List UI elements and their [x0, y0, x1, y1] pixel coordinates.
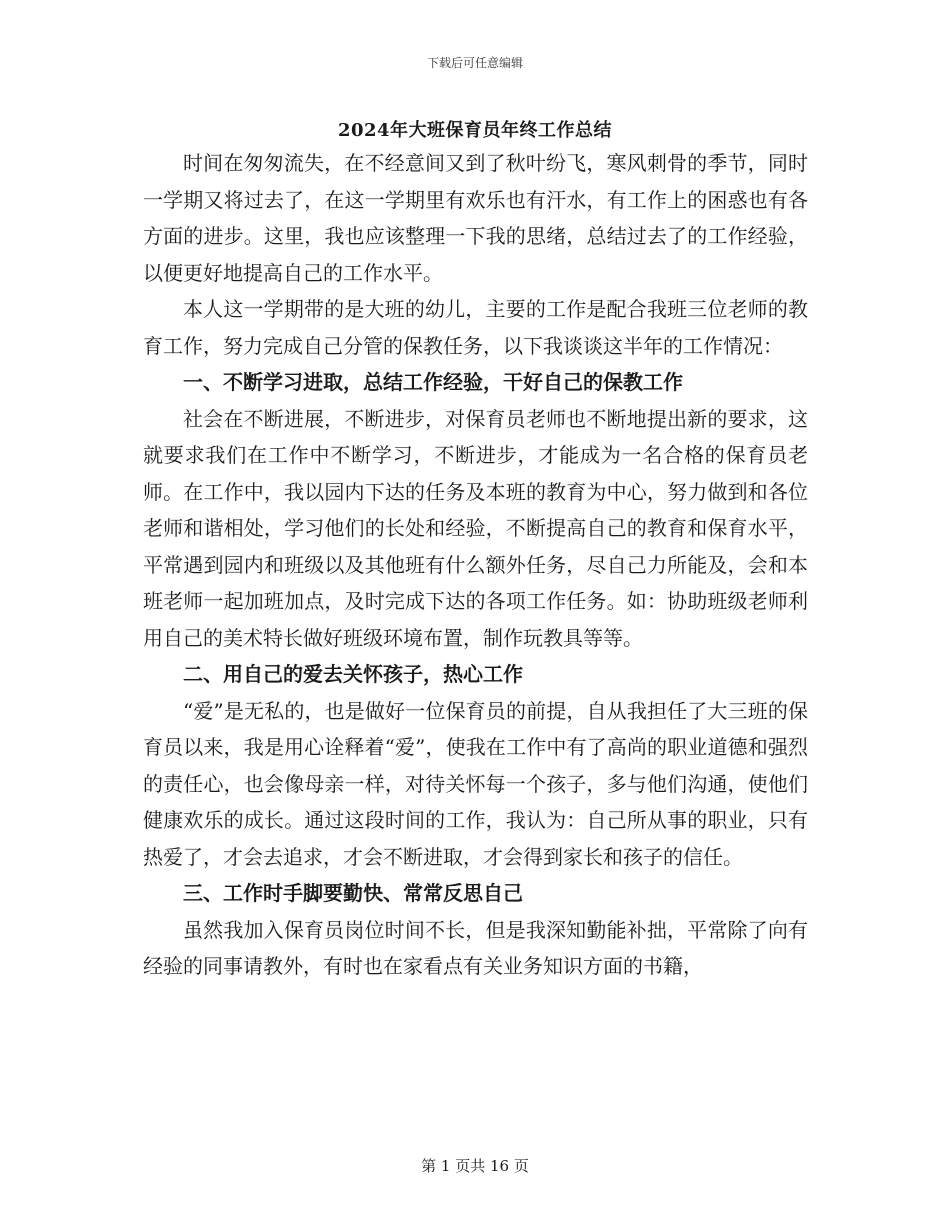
section-heading-1: 一、不断学习进取，总结工作经验，干好自己的保教工作 [183, 370, 683, 394]
paragraph-section-2: “爱”是无私的，也是做好一位保育员的前提，自从我担任了大三班的保育员以来，我是用心诠释着“爱”，使我在工作中有了高尚的职业道德和强烈的责任心，也会像母亲一样，对待关怀每一个孩子，多与他们沟通，使他们健康欢乐的成长。通过这段时间的工作，我认为：自己所从事的职业，只有热爱了，才会去追求，才会不断进取，才会得到家长和孩子的信任。 [143, 698, 808, 869]
page-number: 第 1 页共 16 页 [421, 1157, 529, 1175]
section-heading-3: 三、工作时手脚要勤快、常常反思自己 [183, 881, 523, 905]
paragraph-section-3: 虽然我加入保育员岗位时间不长，但是我深知勤能补拙，平常除了向有经验的同事请教外，有时也在家看点有关业务知识方面的书籍， [143, 917, 808, 978]
paragraph-intro: 时间在匆匆流失，在不经意间又到了秋叶纷飞，寒风刺骨的季节，同时一学期又将过去了，在这一学期里有欢乐也有汗水，有工作上的困惑也有各方面的进步。这里，我也应该整理一下我的思绪，总结过去了的工作经验，以便更好地提高自己的工作水平。 [143, 151, 808, 285]
document-title: 2024年大班保育员年终工作总结 [337, 120, 613, 141]
section-heading-2: 二、用自己的爱去关怀孩子，热心工作 [183, 662, 523, 686]
paragraph-section-1: 社会在不断进展，不断进步，对保育员老师也不断地提出新的要求，这就要求我们在工作中不断学习，不断进步，才能成为一名合格的保育员老师。在工作中，我以园内下达的任务及本班的教育为中心，努力做到和各位老师和谐相处，学习他们的长处和经验，不断提高自己的教育和保育水平，平常遇到园内和班级以及其他班有什么额外任务，尽自己力所能及，会和本班老师一起加班加点，及时完成下达的各项工作任务。如：协助班级老师利用自己的美术特长做好班级环境布置，制作玩教具等等。 [143, 406, 808, 650]
document-body [143, 145, 808, 985]
paragraph-role: 本人这一学期带的是大班的幼儿，主要的工作是配合我班三位老师的教育工作，努力完成自己分管的保教任务，以下我谈谈这半年的工作情况： [143, 297, 808, 358]
page-header-note: 下载后可任意编辑 [426, 56, 523, 70]
